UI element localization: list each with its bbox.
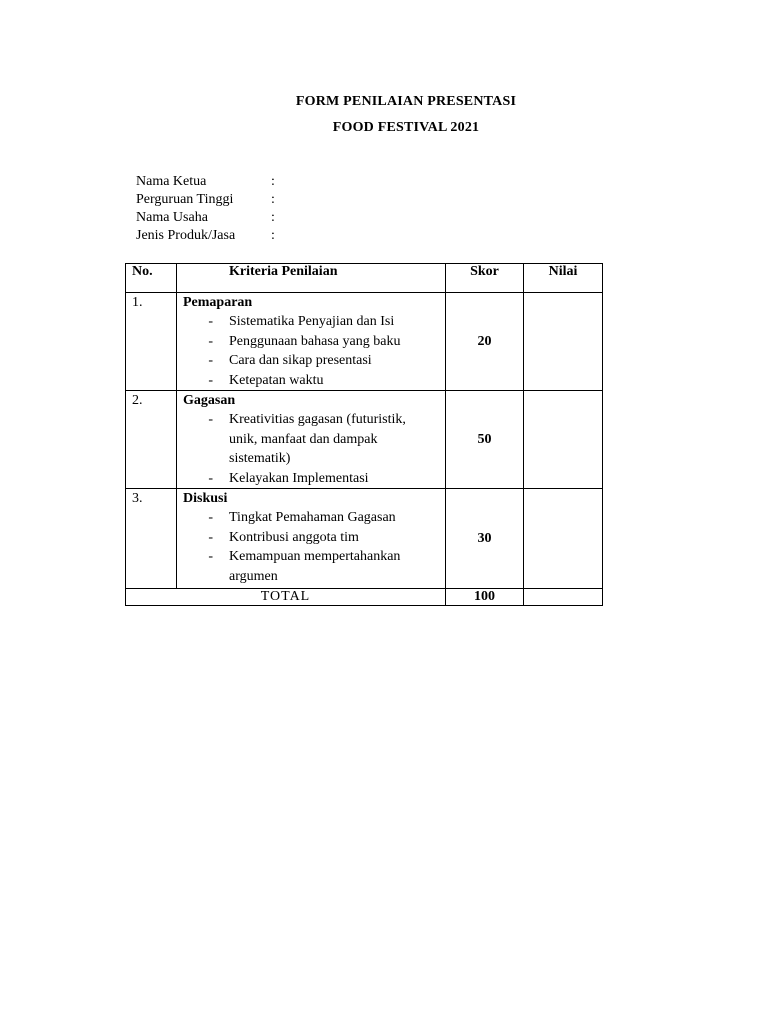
criteria-item: Penggunaan bahasa yang baku — [229, 333, 401, 349]
criteria-item: Cara dan sikap presentasi — [229, 353, 372, 368]
header-value: Nilai — [524, 264, 603, 293]
criteria-cell — [177, 489, 446, 589]
bullet-dash: - — [208, 353, 213, 368]
row-number: 3. — [126, 489, 177, 589]
section-title: Diskusi — [183, 491, 228, 506]
row-number: 2. — [126, 391, 177, 489]
assessment-table — [125, 263, 603, 606]
score-cell: 30 — [446, 489, 524, 589]
list-item — [177, 371, 445, 391]
header-criteria-label: Kriteria Penilaian — [229, 264, 338, 279]
info-colon: : — [271, 228, 275, 243]
header-criteria — [177, 264, 446, 293]
section-title: Gagasan — [183, 393, 236, 408]
info-row-nama-ketua — [136, 173, 281, 191]
list-item — [177, 351, 445, 371]
bullet-dash: - — [208, 412, 213, 427]
score-cell: 50 — [446, 391, 524, 489]
criteria-list — [177, 312, 445, 390]
info-colon: : — [271, 210, 275, 225]
table-row — [126, 489, 603, 589]
bullet-dash: - — [208, 470, 213, 486]
list-item — [177, 410, 445, 469]
criteria-item: Kelayakan Implementasi — [229, 470, 369, 486]
total-score: 100 — [446, 589, 524, 606]
value-cell[interactable] — [524, 391, 603, 489]
document-title: FORM PENILAIAN PRESENTASI — [295, 94, 517, 109]
bullet-dash: - — [208, 372, 213, 388]
section-title: Pemaparan — [183, 295, 253, 310]
info-label: Jenis Produk/Jasa — [136, 228, 236, 243]
row-number: 1. — [126, 293, 177, 391]
criteria-item: Tingkat Pemahaman Gagasan — [229, 510, 396, 525]
info-block — [136, 173, 281, 245]
info-row-nama-usaha — [136, 209, 281, 227]
info-colon: : — [271, 192, 275, 207]
table-row — [126, 293, 603, 391]
value-cell[interactable] — [524, 489, 603, 589]
info-label: Perguruan Tinggi — [136, 192, 234, 207]
criteria-cell — [177, 391, 446, 489]
total-label: TOTAL — [126, 589, 446, 606]
criteria-item: Kemampuan mempertahankan argumen — [229, 549, 401, 584]
list-item — [177, 547, 445, 586]
table-header-row — [126, 264, 603, 293]
total-row — [126, 589, 603, 606]
criteria-item: Sistematika Penyajian dan Isi — [229, 314, 395, 329]
document-subtitle: FOOD FESTIVAL 2021 — [332, 120, 480, 135]
info-colon: : — [271, 174, 275, 189]
value-cell[interactable] — [524, 293, 603, 391]
bullet-dash: - — [208, 314, 213, 329]
criteria-item: Kreativitias gagasan (futuristik, unik, manfaat dan dampak sistematik) — [229, 412, 406, 466]
criteria-item: Ketepatan waktu — [229, 372, 324, 388]
total-value-cell[interactable] — [524, 589, 603, 606]
info-label: Nama Ketua — [136, 174, 207, 189]
bullet-dash: - — [208, 529, 213, 545]
bullet-dash: - — [208, 510, 213, 525]
criteria-item: Kontribusi anggota tim — [229, 529, 359, 545]
bullet-dash: - — [208, 549, 213, 564]
list-item — [177, 508, 445, 528]
list-item — [177, 469, 445, 489]
bullet-dash: - — [208, 333, 213, 349]
list-item — [177, 528, 445, 548]
score-cell: 20 — [446, 293, 524, 391]
list-item — [177, 312, 445, 332]
info-row-jenis-produk — [136, 227, 281, 245]
list-item — [177, 332, 445, 352]
criteria-list — [177, 410, 445, 488]
header-no: No. — [126, 264, 177, 293]
table-row — [126, 391, 603, 489]
header-score: Skor — [446, 264, 524, 293]
criteria-list — [177, 508, 445, 586]
info-row-perguruan-tinggi — [136, 191, 281, 209]
criteria-cell — [177, 293, 446, 391]
info-label: Nama Usaha — [136, 210, 208, 225]
